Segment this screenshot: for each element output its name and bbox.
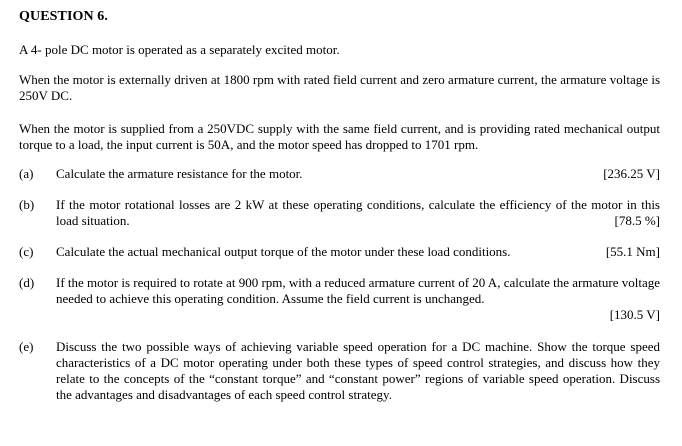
question-title: QUESTION 6.: [19, 9, 109, 24]
intro-paragraph-3: When the motor is supplied from a 250VDC supply with the same field current, and is providing rated mechanical output torque to a load, the input current is 50A, and the motor speed has dropped to 1701 rpm.: [19, 121, 660, 152]
question-a-label: (a): [19, 166, 34, 181]
question-c-label: (c): [19, 244, 34, 259]
intro-paragraph-1: A 4- pole DC motor is operated as a separately excited motor.: [19, 42, 340, 57]
question-b-text: [56, 197, 660, 229]
question-d-text: [56, 275, 660, 323]
question-a-answer: [236.25 V]: [603, 166, 660, 181]
question-e-text: [56, 339, 660, 403]
question-b-answer: [78.5 %]: [614, 213, 660, 228]
question-d-body: If the motor is required to rotate at 900 rpm, with a reduced armature current of 20 A, calculate the armature voltage needed to achieve this operating condition. Assume the field current is unchanged.: [56, 275, 660, 306]
question-c-answer: [55.1 Nm]: [605, 244, 660, 259]
question-c-body: Calculate the actual mechanical output torque of the motor under these load conditions.: [56, 244, 511, 259]
question-a-body: Calculate the armature resistance for the motor.: [56, 166, 303, 181]
question-c-text: [56, 244, 660, 260]
question-b-label: (b): [19, 197, 35, 212]
intro-paragraph-2: When the motor is externally driven at 1800 rpm with rated field current and zero armature current, the armature voltage is 250V DC.: [19, 72, 660, 103]
question-e-label: (e): [19, 339, 34, 354]
question-d-answer: [130.5 V]: [609, 307, 660, 322]
question-d-label: (d): [19, 275, 35, 290]
question-e-body: Discuss the two possible ways of achieving variable speed operation for a DC machine. Show the torque speed characteristics of a DC motor operating under both these types of speed control strategies, and discuss how they relate to the concepts of the “constant torque” and “constant power” regions of variable speed operation. Discuss the advantages and disadvantages of each speed control strategy.: [56, 339, 660, 402]
question-a-text: [56, 166, 660, 182]
question-b-body: If the motor rotational losses are 2 kW at these operating conditions, calculate the efficiency of the motor in this load situation.: [56, 197, 660, 228]
